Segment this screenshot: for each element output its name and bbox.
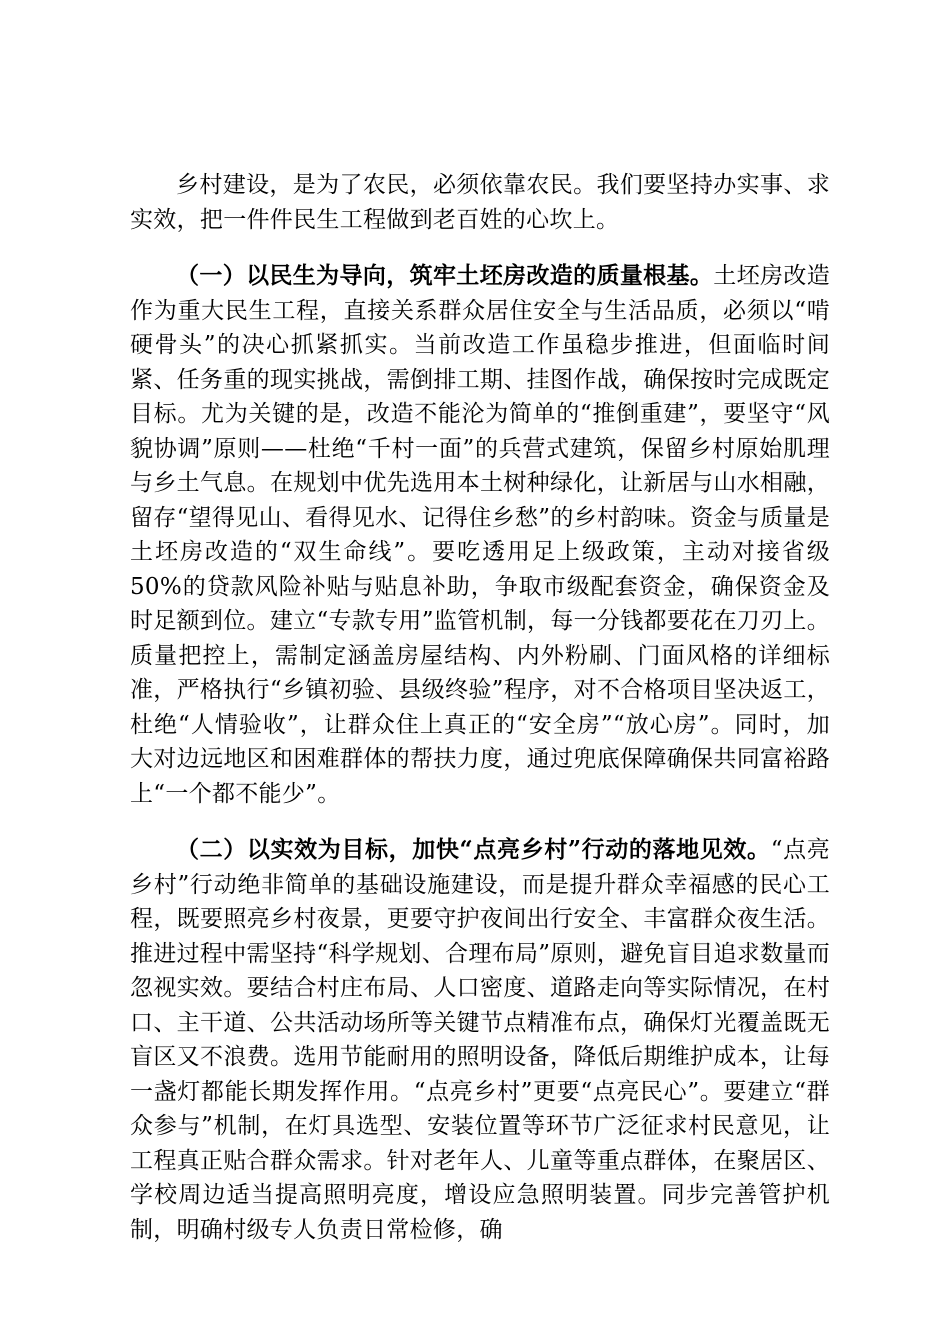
- intro-paragraph: 乡村建设，是为了农民，必须依靠农民。我们要坚持办实事、求实效，把一件件民生工程做到老百姓的心坎上。: [130, 172, 830, 233]
- section-1-body: 土坯房改造作为重大民生工程，直接关系群众居住安全与生活品质，必须以“啃硬骨头”的决心抓紧抓实。当前改造工作虽稳步推进，但面临时间紧、任务重的现实挑战，需倒排工期、挂图作战，确保按时完成既定目标。尤为关键的是，改造不能沦为简单的“推倒重建”，要坚守“风貌协调”原则——杜绝“千村一面”的兵营式建筑，保留乡村原始肌理与乡土气息。在规划中优先选用本土树种绿化，让新居与山水相融，留存“望得见山、看得见水、记得住乡愁”的乡村韵味。资金与质量是土坯房改造的“双生命线”。要吃透用足上级政策，主动对接省级50%的贷款风险补贴与贴息补助，争取市级配套资金，确保资金及时足额到位。建立“专款专用”监管机制，每一分钱都要花在刀刃上。质量把控上，需制定涵盖房屋结构、内外粉刷、门面风格的详细标准，严格执行“乡镇初验、县级终验”程序，对不合格项目坚决返工，杜绝“人情验收”，让群众住上真正的“安全房”“放心房”。同时，加大对边远地区和困难群体的帮扶力度，通过兜底保障确保共同富裕路上“一个都不能少”。: [130, 263, 831, 807]
- section-2-body: “点亮乡村”行动绝非简单的基础设施建设，而是提升群众幸福感的民心工程，既要照亮乡村夜景，更要守护夜间出行安全、丰富群众夜生活。推进过程中需坚持“科学规划、合理布局”原则，避免盲目追求数量而忽视实效。要结合村庄布局、人口密度、道路走向等实际情况，在村口、主干道、公共活动场所等关键节点精准布点，确保灯光覆盖既无盲区又不浪费。选用节能耐用的照明设备，降低后期维护成本，让每一盏灯都能长期发挥作用。“点亮乡村”更要“点亮民心”。要建立“群众参与”机制，在灯具选型、安装位置等环节广泛征求村民意见，让工程真正贴合群众需求。针对老年人、儿童等重点群体，在聚居区、学校周边适当提高照明亮度，增设应急照明装置。同步完善管护机制，明确村级专人负责日常检修，确: [130, 837, 830, 1243]
- section-1-paragraph: [130, 259, 830, 811]
- section-1-heading: （一）以民生为导向，筑牢土坯房改造的质量根基。: [176, 262, 714, 289]
- section-2-paragraph: [130, 833, 830, 1247]
- document-body: [130, 168, 830, 1269]
- section-2-heading: （二）以实效为目标，加快“点亮乡村”行动的落地见效。: [176, 836, 771, 863]
